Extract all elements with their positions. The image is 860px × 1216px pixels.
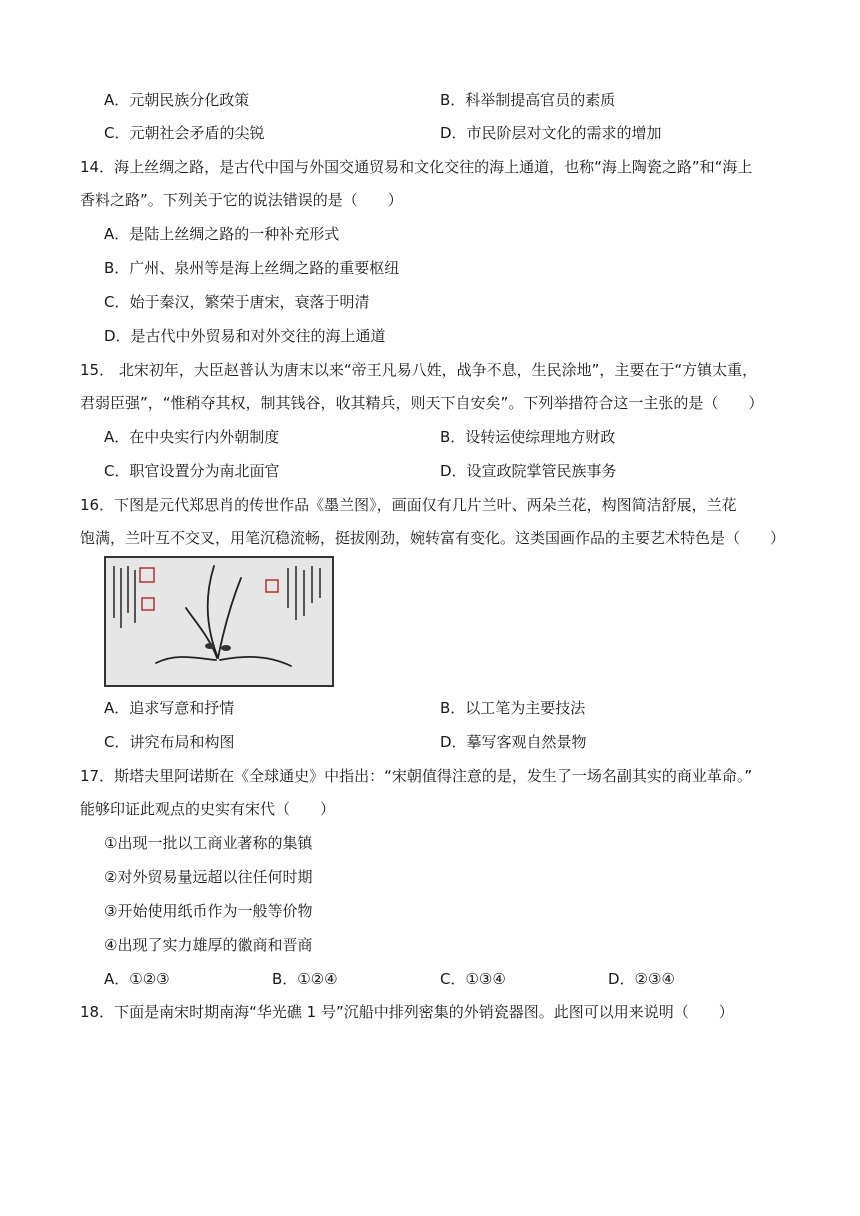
q17-item-4: ④出现了实力雄厚的徽商和晋商 [104,936,313,954]
q13-option-c: C．元朝社会矛盾的尖锐 [104,124,265,142]
q13-option-b: B．科举制提高官员的素质 [440,91,616,109]
orchid-painting-image [104,556,334,687]
q17-stem-line1: 17．斯塔夫里阿诺斯在《全球通史》中指出：“宋朝值得注意的是，发生了一场名副其实的商业革命。” [80,767,753,785]
q15-option-b: B．设转运使综理地方财政 [440,428,616,446]
q14-stem-line2: 香料之路”。下列关于它的说法错误的是（ ） [80,191,403,209]
q16-option-b: B．以工笔为主要技法 [440,699,586,717]
q16-option-d: D．摹写客观自然景物 [440,733,587,751]
q14-option-d: D．是古代中外贸易和对外交往的海上通道 [104,327,386,345]
q16-option-c: C．讲究布局和构图 [104,733,235,751]
q16-stem-line2: 饱满，兰叶互不交叉，用笔沉稳流畅，挺拔刚劲，婉转富有变化。这类国画作品的主要艺术特色是（ ） [80,529,786,547]
q17-item-3: ③开始使用纸币作为一般等价物 [104,902,313,920]
q15-option-c: C．职官设置分为南北面官 [104,462,280,480]
q17-option-b: B．①②④ [272,970,338,988]
q17-item-1: ①出现一批以工商业著称的集镇 [104,834,313,852]
q14-option-a: A．是陆上丝绸之路的一种补充形式 [104,225,340,243]
q17-option-d: D．②③④ [608,970,675,988]
q17-option-c: C．①③④ [440,970,506,988]
q17-stem-line2: 能够印证此观点的史实有宋代（ ） [80,800,336,818]
q16-stem-line1: 16．下图是元代郑思肖的传世作品《墨兰图》，画面仅有几片兰叶、两朵兰花，构图简洁舒展，兰花 [80,496,737,514]
q15-option-a: A．在中央实行内外朝制度 [104,428,280,446]
q16-option-a: A．追求写意和抒情 [104,699,235,717]
q13-option-a: A．元朝民族分化政策 [104,91,250,109]
q17-option-a: A．①②③ [104,970,170,988]
orchid-painting-drawing [106,558,332,685]
q13-option-d: D．市民阶层对文化的需求的增加 [440,124,662,142]
q14-option-b: B．广州、泉州等是海上丝绸之路的重要枢纽 [104,259,400,277]
q15-stem-line1: 15． 北宋初年，大臣赵普认为唐末以来“帝王凡易八姓，战争不息，生民涂地”，主要在于“方镇太重， [80,361,758,379]
q14-stem-line1: 14．海上丝绸之路，是古代中国与外国交通贸易和文化交往的海上通道，也称“海上陶瓷之路”和“海上 [80,158,753,176]
q14-option-c: C．始于秦汉，繁荣于唐宋，衰落于明清 [104,293,370,311]
q17-item-2: ②对外贸易量远超以往任何时期 [104,868,313,886]
q18-stem-line1: 18．下面是南宋时期南海“华光礁 1 号”沉船中排列密集的外销瓷器图。此图可以用来说明（ ） [80,1003,734,1021]
q15-option-d: D．设宣政院掌管民族事务 [440,462,617,480]
q15-stem-line2: 君弱臣强”，“惟稍夺其权，制其钱谷，收其精兵，则天下自安矣”。下列举措符合这一主张的是（ ） [80,394,764,412]
